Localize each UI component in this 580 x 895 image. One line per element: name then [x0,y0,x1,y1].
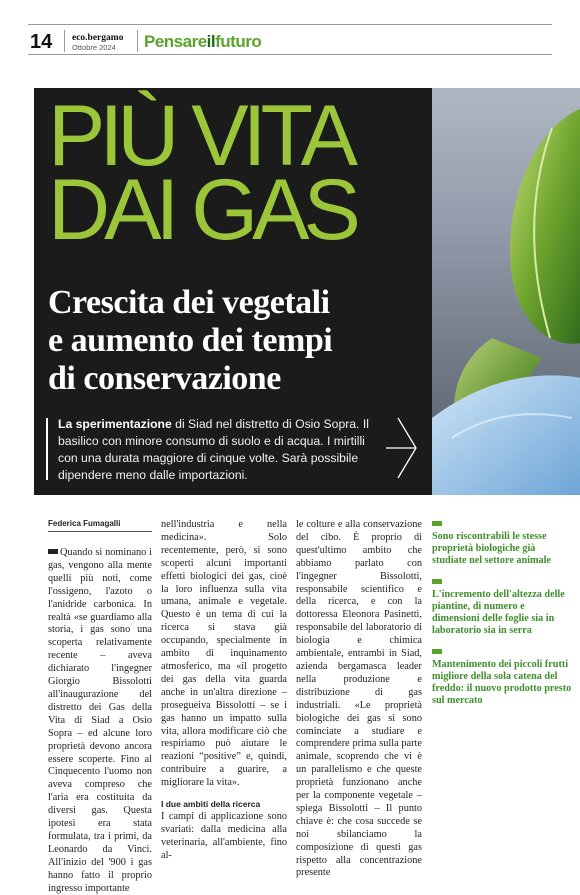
page-number: 14 [30,31,53,53]
lead-paragraph [58,416,378,484]
subheadline-line: e aumento dei tempi [48,322,333,359]
arrow-right-icon [384,416,420,480]
highlight-item: L'incremento dell'altezza delle piantine, di numero e dimensioni delle foglie sia in laboratorio sia in serra [432,589,565,636]
section-title-part: futuro [215,32,262,51]
lead-bar [46,418,48,480]
paragraph-marker [48,549,58,554]
byline-rule [48,531,152,532]
highlight-marker [432,579,442,584]
subheadline-line: di conservazione [48,360,281,397]
headline-line-2: DAI GAS [48,162,355,258]
article-column-3: le colture e alla conservazione del cibo. È proprio di quest'ultimo ambito che abbiamo parlato con l'ingegner Bissolotti, responsabile scientifico e della ricerca, e con la dottoressa Eleonora Pasinetti, responsabile del laboratorio di biologia e chimica ambientale, entrambi in Siad, azienda bergamasca leader nella produzione e distribuzione di gas industriali. «Le proprietà biologiche dei gas si sono cominciate a studiare e comprendere prima sulla parte animale, scoprendo che vi è un parallelismo e che queste proprietà funzionano anche per la componente vegetale – spiega Bissolotti – Il punto chiave è: che cosa succede se noi sbilanciamo la composizione di questi gas rispetto alla concentrazione presente [296,519,422,879]
publication-name: eco.bergamo [72,33,124,43]
lead-text: di Siad nel distretto di Osio Sopra. Il basilico con minore consumo di suolo e di acqua. I mirtilli con una durata maggiore di cinque volte. Sarà possibile dipendere meno dalle importazioni. [58,417,369,482]
highlights-sidebar [432,519,572,717]
section-title [144,32,261,52]
section-subtitle: I due ambiti della ricerca [161,799,261,810]
basil-plant-photo [432,88,580,495]
article-column-2 [161,519,287,863]
section-title-part: Pensare [144,32,207,51]
highlight-marker [432,521,442,526]
highlight-item: Mantenimento dei piccoli frutti migliore della sola catena del freddo: il nuovo prodotto presto sul mercato [432,659,572,706]
section-title-part: il [206,32,216,51]
highlight-marker [432,649,442,654]
header-rule-top [28,24,552,25]
subheadline-line: Crescita dei vegetali [48,284,330,321]
article-column-1 [48,547,152,895]
issue-date: Ottobre 2024 [72,43,116,52]
header-divider [137,30,138,52]
author-byline: Federica Fumagalli [48,519,121,528]
subheadline [48,284,428,398]
column-text: nell'industria e nella medicina». Solo recentemente, però, si sono scoperti alcuni importanti effetti biologici dei gas, cioè la loro influenza sulla vita umana, animale e vegetale. Questo è un tema di cui la ricerca si stava già occupando, specialmente in ambito di inquinamento atmosferico, ma «il progetto dei gas della vita guarda anche in un'altra direzione – prosegueiva Bissolotti – se i gas hanno un impatto sulla vita, allora modificare ciò che respiriamo può aiutare le reazioni “positive” e, quindi, contribuire a guarire, a migliorare la vita». [161,519,287,789]
lead-bold: La sperimentazione [58,417,172,431]
column-text: Quando si nominano i gas, vengono alla mente quelli più noti, come l'ossigeno, l'azoto o l'anidride carbonica. In realtà «se guardiamo alla storia, i gas sono una scoperta relativamente recente – aveva dichiarato l'ingegner Giorgio Bissolotti all'inaugurazione del distretto dei Gas della Vita di Siad a Osio Sopra – ed alcune loro proprietà devono ancora essere scoperte. Fino al Cinquecento l'uomo non aveva compreso che l'aria era costituita da diversi gas. Questa ipotesi era stata formulata, tra i primi, da Leonardo da Vinci. All'inizio del '900 i gas hanno fatto il proprio ingresso importante [48,547,152,894]
column-text: I campi di applicazione sono svariati: dalla medicina alla veterinaria, all'ambiente, fino al- [161,810,287,861]
highlight-item: Sono riscontrabili le stesse proprietà biologiche già studiate nel settore animale [432,531,551,566]
header-rule-bottom [28,54,552,55]
header-divider [64,30,65,52]
headline-line-1: PIÙ VITA [48,88,353,184]
basil-illustration [432,88,580,495]
